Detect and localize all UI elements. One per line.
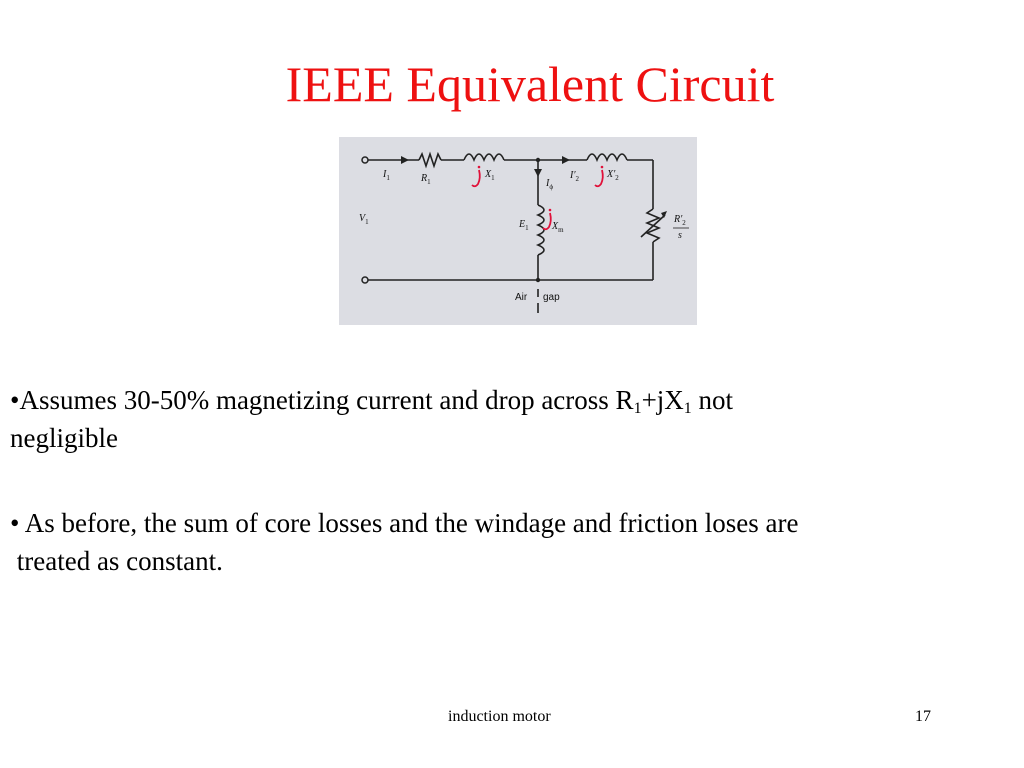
arrow-i1 [401,156,409,164]
bullet1-subscript-r: 1 [633,400,642,417]
arrow-i2 [562,156,570,164]
bullet1-text-mid: +jX [641,385,684,415]
bullet1-text-suffix: not [691,385,734,415]
bullet-constant-losses [10,504,1020,580]
label-x1: $X_1$ [485,169,495,182]
bullet2-text-line2: treated as constant. [10,546,223,576]
bullet-magnetizing-current [10,381,1020,457]
terminal-bottom [362,277,368,283]
label-air: Air [515,292,528,303]
label-xm: $X_m$ [552,221,564,234]
bullet1-text-prefix: •Assumes 30-50% magnetizing current and drop across R [10,385,634,415]
label-i2: $I'_2$ [570,170,580,183]
circuit-wires [367,154,665,313]
label-iphi: $I_\phi$ [546,178,554,191]
circuit-svg [339,137,697,325]
footer-text: induction motor [448,708,551,725]
label-i1: $I_1$ [383,169,390,182]
terminal-top [362,157,368,163]
equivalent-circuit-diagram [339,137,697,325]
junction-bottom [536,278,540,282]
junction-top [536,158,540,162]
bullet2-text-line1: • As before, the sum of core losses and the windage and friction loses are [10,508,799,538]
bullet1-subscript-x: 1 [683,400,692,417]
label-gap: gap [543,292,560,303]
bullet1-text-line2: negligible [10,423,118,453]
label-r2-denominator: s [678,230,682,241]
label-e1: $E_1$ [519,219,529,232]
label-v1: $V_1$ [359,213,369,226]
page-number: 17 [915,708,931,725]
slide-title: IEEE Equivalent Circuit [285,56,775,112]
label-x2: $X'_2$ [607,169,619,182]
arrow-iphi [534,169,542,177]
label-r2-numerator: $R'_2$ [674,214,686,227]
label-r1: $R_1$ [421,173,431,186]
